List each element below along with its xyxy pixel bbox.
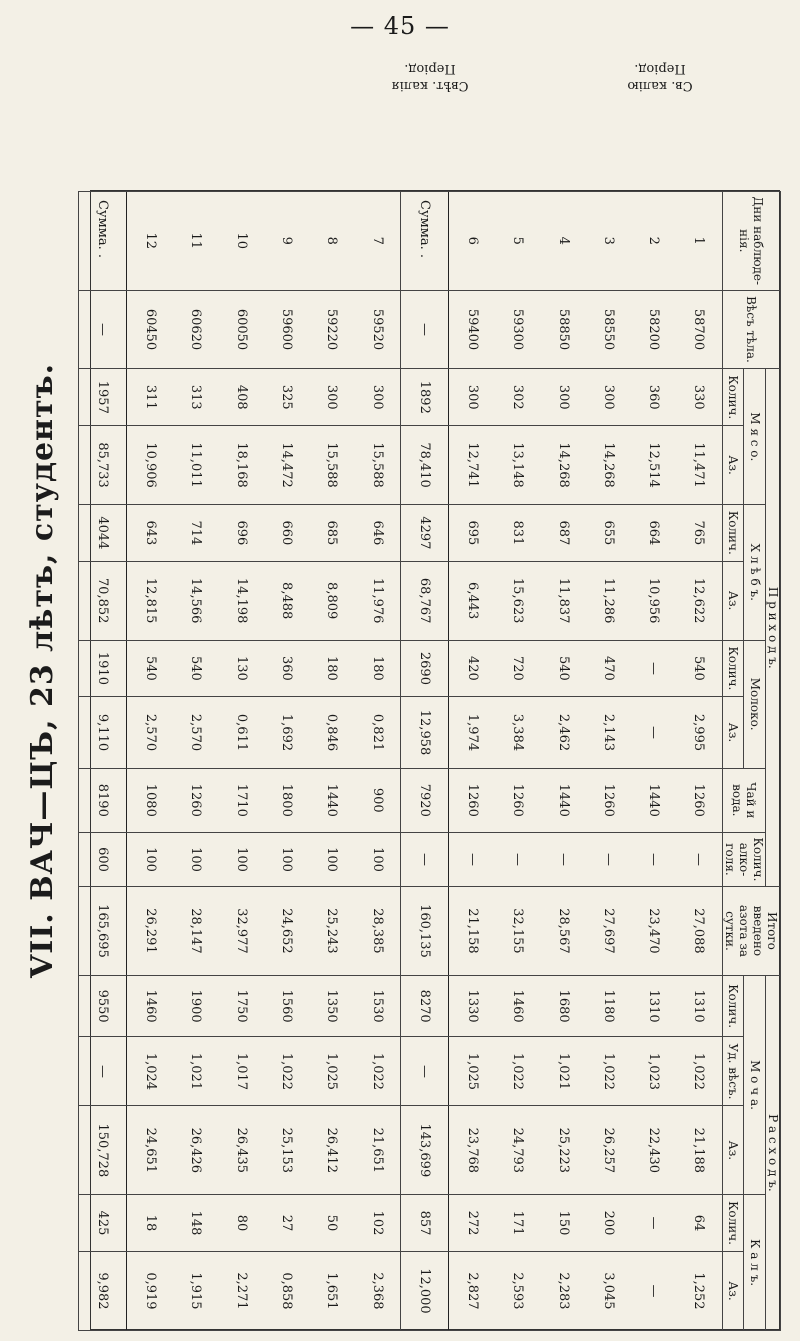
sum-cell-weight: —	[79, 290, 127, 369]
cell-feces-q: 102	[354, 1195, 401, 1252]
sum-cell-bread-az: 68,767	[401, 561, 449, 640]
cell-bread-az: 12,815	[127, 561, 174, 640]
cell-milk-q: 180	[309, 640, 354, 697]
cell-milk-az: —	[631, 697, 676, 768]
cell-milk-az: 0,846	[309, 697, 354, 768]
cell-feces-az: 2,827	[449, 1251, 496, 1330]
cell-meat-az: 14,472	[264, 426, 309, 505]
cell-urine-sg: 1,022	[586, 1037, 631, 1106]
cell-meat-q: 360	[631, 369, 676, 426]
cell-urine-az: 21,651	[354, 1106, 401, 1195]
cell-bread-az: 10,956	[631, 561, 676, 640]
sum-row	[79, 192, 127, 1331]
cell-day: 7	[354, 192, 401, 291]
cell-total: 25,243	[309, 887, 354, 976]
cell-bread-az: 11,286	[586, 561, 631, 640]
cell-urine-az: 26,412	[309, 1106, 354, 1195]
sum-cell-day: Сумма. .	[79, 192, 127, 291]
cell-weight: 59220	[309, 290, 354, 369]
cell-bread-q: 831	[495, 505, 540, 562]
cell-meat-q: 330	[676, 369, 723, 426]
cell-urine-sg: 1,025	[309, 1037, 354, 1106]
cell-meat-az: 10,906	[127, 426, 174, 505]
cell-urine-az: 24,793	[495, 1106, 540, 1195]
cell-milk-q: 540	[173, 640, 218, 697]
sum-cell-total: 165,695	[79, 887, 127, 976]
cell-milk-q: 540	[676, 640, 723, 697]
cell-alc: 100	[219, 832, 264, 886]
header-alcohol: Колич. алко-голя.	[723, 832, 766, 886]
cell-bread-az: 12,622	[676, 561, 723, 640]
cell-meat-az: 11,011	[173, 426, 218, 505]
cell-urine-az: 26,426	[173, 1106, 218, 1195]
cell-urine-az: 25,223	[540, 1106, 585, 1195]
cell-alc: —	[495, 832, 540, 886]
sum-cell-day: Сумма. .	[401, 192, 449, 291]
page-number: — 45 —	[350, 12, 450, 40]
cell-weight: 58550	[586, 290, 631, 369]
cell-weight: 59600	[264, 290, 309, 369]
cell-tea: 1440	[631, 768, 676, 832]
header-row-1	[766, 192, 781, 1331]
cell-bread-q: 687	[540, 505, 585, 562]
cell-meat-az: 12,514	[631, 426, 676, 505]
cell-bread-az: 15,623	[495, 561, 540, 640]
sum-cell-bread-q: 4297	[401, 505, 449, 562]
cell-milk-q: 540	[127, 640, 174, 697]
cell-urine-sg: 1,022	[676, 1037, 723, 1106]
cell-alc: —	[540, 832, 585, 886]
sum-cell-urine-az: 143,699	[401, 1106, 449, 1195]
sum-cell-bread-az: 70,852	[79, 561, 127, 640]
table-row	[449, 192, 496, 1331]
cell-day: 6	[449, 192, 496, 291]
header-total: Итого введено азота за сутки.	[723, 887, 781, 976]
cell-tea: 1260	[586, 768, 631, 832]
cell-alc: —	[676, 832, 723, 886]
header-output: Р а с х о д ъ.	[766, 975, 781, 1330]
cell-feces-q: —	[631, 1195, 676, 1252]
cell-meat-az: 15,588	[309, 426, 354, 505]
cell-alc: 100	[173, 832, 218, 886]
cell-feces-q: 64	[676, 1195, 723, 1252]
cell-milk-q: 420	[449, 640, 496, 697]
cell-urine-az: 25,153	[264, 1106, 309, 1195]
sum-cell-urine-sg: —	[401, 1037, 449, 1106]
cell-meat-az: 18,168	[219, 426, 264, 505]
header-days: Дни наблюде-нія.	[723, 192, 781, 291]
header-urine: М о ч а.	[744, 975, 766, 1194]
cell-alc: —	[586, 832, 631, 886]
cell-feces-q: 27	[264, 1195, 309, 1252]
cell-feces-az: 0,858	[264, 1251, 309, 1330]
cell-meat-az: 13,148	[495, 426, 540, 505]
cell-meat-q: 300	[449, 369, 496, 426]
cell-meat-q: 302	[495, 369, 540, 426]
sum-cell-feces-az: 12,000	[401, 1251, 449, 1330]
cell-feces-az: 2,593	[495, 1251, 540, 1330]
cell-urine-sg: 1,021	[540, 1037, 585, 1106]
header-urine-sg: Уд. вѣсъ.	[723, 1037, 745, 1106]
table-row	[354, 192, 401, 1331]
cell-day: 4	[540, 192, 585, 291]
sum-cell-meat-q: 1957	[79, 369, 127, 426]
header-feces-qty: Колич.	[723, 1195, 745, 1252]
cell-urine-q: 1350	[309, 975, 354, 1037]
table-row	[676, 192, 723, 1331]
cell-bread-az: 11,837	[540, 561, 585, 640]
cell-milk-az: 2,995	[676, 697, 723, 768]
cell-tea: 1440	[309, 768, 354, 832]
table-row	[127, 192, 174, 1331]
cell-urine-sg: 1,022	[264, 1037, 309, 1106]
period-note-left-line1: Свѣт. калія	[391, 78, 469, 93]
cell-total: 26,291	[127, 887, 174, 976]
sum-cell-urine-az: 150,728	[79, 1106, 127, 1195]
cell-day: 2	[631, 192, 676, 291]
table-row	[495, 192, 540, 1331]
cell-meat-az: 11,471	[676, 426, 723, 505]
table-row	[631, 192, 676, 1331]
cell-tea: 1800	[264, 768, 309, 832]
cell-urine-sg: 1,022	[354, 1037, 401, 1106]
cell-meat-q: 300	[586, 369, 631, 426]
sum-cell-bread-q: 4044	[79, 505, 127, 562]
cell-milk-az: 1,974	[449, 697, 496, 768]
period-note-right	[560, 60, 760, 94]
cell-bread-q: 655	[586, 505, 631, 562]
sum-row	[401, 192, 449, 1331]
cell-milk-q: 720	[495, 640, 540, 697]
cell-feces-az: 3,045	[586, 1251, 631, 1330]
table-title	[8, 200, 78, 1140]
cell-total: 23,470	[631, 887, 676, 976]
cell-day: 11	[173, 192, 218, 291]
cell-urine-az: 21,188	[676, 1106, 723, 1195]
cell-weight: 58700	[676, 290, 723, 369]
sum-cell-milk-q: 1910	[79, 640, 127, 697]
header-meat-az: Аз.	[723, 426, 745, 505]
cell-milk-az: 2,570	[173, 697, 218, 768]
cell-alc: 100	[127, 832, 174, 886]
header-tea: Чай и вода.	[723, 768, 766, 832]
table-row	[586, 192, 631, 1331]
sum-cell-tea: 8190	[79, 768, 127, 832]
sum-cell-feces-q: 857	[401, 1195, 449, 1252]
header-feces-az: Аз.	[723, 1251, 745, 1330]
sum-cell-alc: —	[401, 832, 449, 886]
cell-total: 21,158	[449, 887, 496, 976]
cell-day: 10	[219, 192, 264, 291]
cell-meat-az: 12,741	[449, 426, 496, 505]
nitrogen-balance-table	[78, 191, 781, 1331]
cell-feces-az: 1,651	[309, 1251, 354, 1330]
cell-day: 9	[264, 192, 309, 291]
cell-milk-az: 0,611	[219, 697, 264, 768]
cell-weight: 60050	[219, 290, 264, 369]
table-row	[173, 192, 218, 1331]
cell-alc: 100	[309, 832, 354, 886]
table-body	[79, 192, 723, 1331]
cell-total: 27,697	[586, 887, 631, 976]
cell-feces-q: 50	[309, 1195, 354, 1252]
cell-bread-q: 714	[173, 505, 218, 562]
cell-meat-q: 408	[219, 369, 264, 426]
cell-urine-q: 1310	[676, 975, 723, 1037]
cell-feces-q: 80	[219, 1195, 264, 1252]
header-urine-az: Аз.	[723, 1106, 745, 1195]
period-note-left	[330, 60, 530, 94]
cell-meat-q: 313	[173, 369, 218, 426]
period-note-right-line2: Період.	[634, 61, 686, 76]
cell-urine-az: 24,651	[127, 1106, 174, 1195]
cell-day: 8	[309, 192, 354, 291]
cell-feces-q: 18	[127, 1195, 174, 1252]
cell-meat-q: 300	[309, 369, 354, 426]
cell-urine-q: 1310	[631, 975, 676, 1037]
cell-bread-q: 643	[127, 505, 174, 562]
cell-day: 12	[127, 192, 174, 291]
cell-feces-q: 150	[540, 1195, 585, 1252]
cell-bread-az: 14,566	[173, 561, 218, 640]
cell-alc: —	[631, 832, 676, 886]
cell-urine-az: 22,430	[631, 1106, 676, 1195]
cell-weight: 58850	[540, 290, 585, 369]
sum-cell-feces-az: 9,982	[79, 1251, 127, 1330]
header-bread-az: Аз.	[723, 561, 745, 640]
header-milk: Молоко.	[744, 640, 766, 768]
cell-feces-q: 171	[495, 1195, 540, 1252]
cell-milk-q: 180	[354, 640, 401, 697]
header-bread: Х л ѣ б ъ.	[744, 505, 766, 641]
sum-cell-meat-az: 78,410	[401, 426, 449, 505]
header-meat-qty: Колич.	[723, 369, 745, 426]
cell-tea: 1080	[127, 768, 174, 832]
cell-urine-q: 1680	[540, 975, 585, 1037]
cell-meat-az: 15,588	[354, 426, 401, 505]
cell-urine-q: 1460	[495, 975, 540, 1037]
table-row	[309, 192, 354, 1331]
cell-urine-q: 1180	[586, 975, 631, 1037]
cell-tea: 1260	[173, 768, 218, 832]
cell-urine-q: 1530	[354, 975, 401, 1037]
cell-total: 28,567	[540, 887, 585, 976]
cell-feces-q: 200	[586, 1195, 631, 1252]
cell-urine-q: 1460	[127, 975, 174, 1037]
period-note-right-line1: Св. калію	[627, 78, 693, 93]
header-urine-qty: Колич.	[723, 975, 745, 1037]
cell-feces-az: 0,919	[127, 1251, 174, 1330]
header-weight: Вѣсъ тѣла.	[723, 290, 781, 369]
sum-cell-meat-az: 85,733	[79, 426, 127, 505]
header-meat: М я с о.	[744, 369, 766, 505]
cell-urine-sg: 1,023	[631, 1037, 676, 1106]
cell-feces-az: 1,252	[676, 1251, 723, 1330]
sum-cell-meat-q: 1892	[401, 369, 449, 426]
cell-total: 32,977	[219, 887, 264, 976]
cell-feces-az: 1,915	[173, 1251, 218, 1330]
cell-bread-q: 765	[676, 505, 723, 562]
cell-weight: 59300	[495, 290, 540, 369]
cell-urine-sg: 1,024	[127, 1037, 174, 1106]
cell-feces-q: 272	[449, 1195, 496, 1252]
cell-tea: 1710	[219, 768, 264, 832]
cell-alc: —	[449, 832, 496, 886]
cell-milk-az: 2,143	[586, 697, 631, 768]
header-bread-qty: Колич.	[723, 505, 745, 562]
sum-cell-feces-q: 425	[79, 1195, 127, 1252]
cell-total: 32,155	[495, 887, 540, 976]
cell-feces-az: 2,368	[354, 1251, 401, 1330]
cell-alc: 100	[264, 832, 309, 886]
sum-cell-tea: 7920	[401, 768, 449, 832]
table-row	[540, 192, 585, 1331]
sum-cell-urine-sg: —	[79, 1037, 127, 1106]
cell-bread-q: 664	[631, 505, 676, 562]
cell-feces-az: 2,271	[219, 1251, 264, 1330]
cell-bread-q: 660	[264, 505, 309, 562]
cell-bread-az: 6,443	[449, 561, 496, 640]
cell-tea: 1260	[495, 768, 540, 832]
cell-meat-q: 300	[540, 369, 585, 426]
cell-urine-az: 23,768	[449, 1106, 496, 1195]
data-table-frame	[90, 190, 780, 1330]
cell-milk-q: 130	[219, 640, 264, 697]
sum-cell-urine-q: 9550	[79, 975, 127, 1037]
cell-alc: 100	[354, 832, 401, 886]
cell-weight: 60620	[173, 290, 218, 369]
cell-milk-q: —	[631, 640, 676, 697]
cell-weight: 59520	[354, 290, 401, 369]
cell-meat-az: 14,268	[540, 426, 585, 505]
cell-tea: 1440	[540, 768, 585, 832]
cell-meat-q: 311	[127, 369, 174, 426]
cell-milk-az: 2,570	[127, 697, 174, 768]
cell-milk-q: 470	[586, 640, 631, 697]
cell-urine-az: 26,435	[219, 1106, 264, 1195]
cell-milk-q: 360	[264, 640, 309, 697]
cell-bread-q: 696	[219, 505, 264, 562]
sum-cell-milk-az: 12,958	[401, 697, 449, 768]
cell-urine-sg: 1,022	[495, 1037, 540, 1106]
cell-feces-az: —	[631, 1251, 676, 1330]
cell-milk-az: 0,821	[354, 697, 401, 768]
header-intake: П р и х о д ъ.	[766, 369, 781, 887]
period-note-left-line2: Період.	[404, 61, 456, 76]
cell-day: 3	[586, 192, 631, 291]
cell-urine-q: 1900	[173, 975, 218, 1037]
rotated-table	[91, 191, 781, 1331]
cell-bread-az: 8,488	[264, 561, 309, 640]
header-milk-qty: Колич.	[723, 640, 745, 697]
cell-bread-q: 695	[449, 505, 496, 562]
cell-bread-az: 8,809	[309, 561, 354, 640]
cell-milk-q: 540	[540, 640, 585, 697]
cell-bread-az: 14,198	[219, 561, 264, 640]
cell-urine-q: 1560	[264, 975, 309, 1037]
sum-cell-alc: 600	[79, 832, 127, 886]
cell-bread-q: 685	[309, 505, 354, 562]
table-title-text: VII. ВАЧ—ЦЪ, 23 лѣтъ, студентъ.	[25, 362, 61, 978]
cell-urine-sg: 1,017	[219, 1037, 264, 1106]
sum-cell-urine-q: 8270	[401, 975, 449, 1037]
cell-bread-q: 646	[354, 505, 401, 562]
cell-urine-sg: 1,021	[173, 1037, 218, 1106]
cell-milk-az: 1,692	[264, 697, 309, 768]
cell-weight: 60450	[127, 290, 174, 369]
cell-bread-az: 11,976	[354, 561, 401, 640]
sum-cell-total: 160,135	[401, 887, 449, 976]
header-feces: К а л ъ.	[744, 1195, 766, 1331]
cell-feces-q: 148	[173, 1195, 218, 1252]
cell-day: 5	[495, 192, 540, 291]
cell-tea: 1260	[449, 768, 496, 832]
cell-tea: 1260	[676, 768, 723, 832]
cell-day: 1	[676, 192, 723, 291]
cell-total: 27,088	[676, 887, 723, 976]
sum-cell-weight: —	[401, 290, 449, 369]
cell-weight: 59400	[449, 290, 496, 369]
header-milk-az: Аз.	[723, 697, 745, 768]
table-row	[219, 192, 264, 1331]
table-row	[264, 192, 309, 1331]
cell-meat-q: 300	[354, 369, 401, 426]
sum-cell-milk-q: 2690	[401, 640, 449, 697]
cell-total: 28,147	[173, 887, 218, 976]
cell-urine-q: 1750	[219, 975, 264, 1037]
cell-urine-sg: 1,025	[449, 1037, 496, 1106]
cell-urine-az: 26,257	[586, 1106, 631, 1195]
cell-total: 24,652	[264, 887, 309, 976]
cell-meat-az: 14,268	[586, 426, 631, 505]
cell-urine-q: 1330	[449, 975, 496, 1037]
cell-weight: 58200	[631, 290, 676, 369]
cell-tea: 900	[354, 768, 401, 832]
cell-milk-az: 3,384	[495, 697, 540, 768]
cell-meat-q: 325	[264, 369, 309, 426]
cell-total: 28,385	[354, 887, 401, 976]
sum-cell-milk-az: 9,110	[79, 697, 127, 768]
cell-feces-az: 2,283	[540, 1251, 585, 1330]
cell-milk-az: 2,462	[540, 697, 585, 768]
